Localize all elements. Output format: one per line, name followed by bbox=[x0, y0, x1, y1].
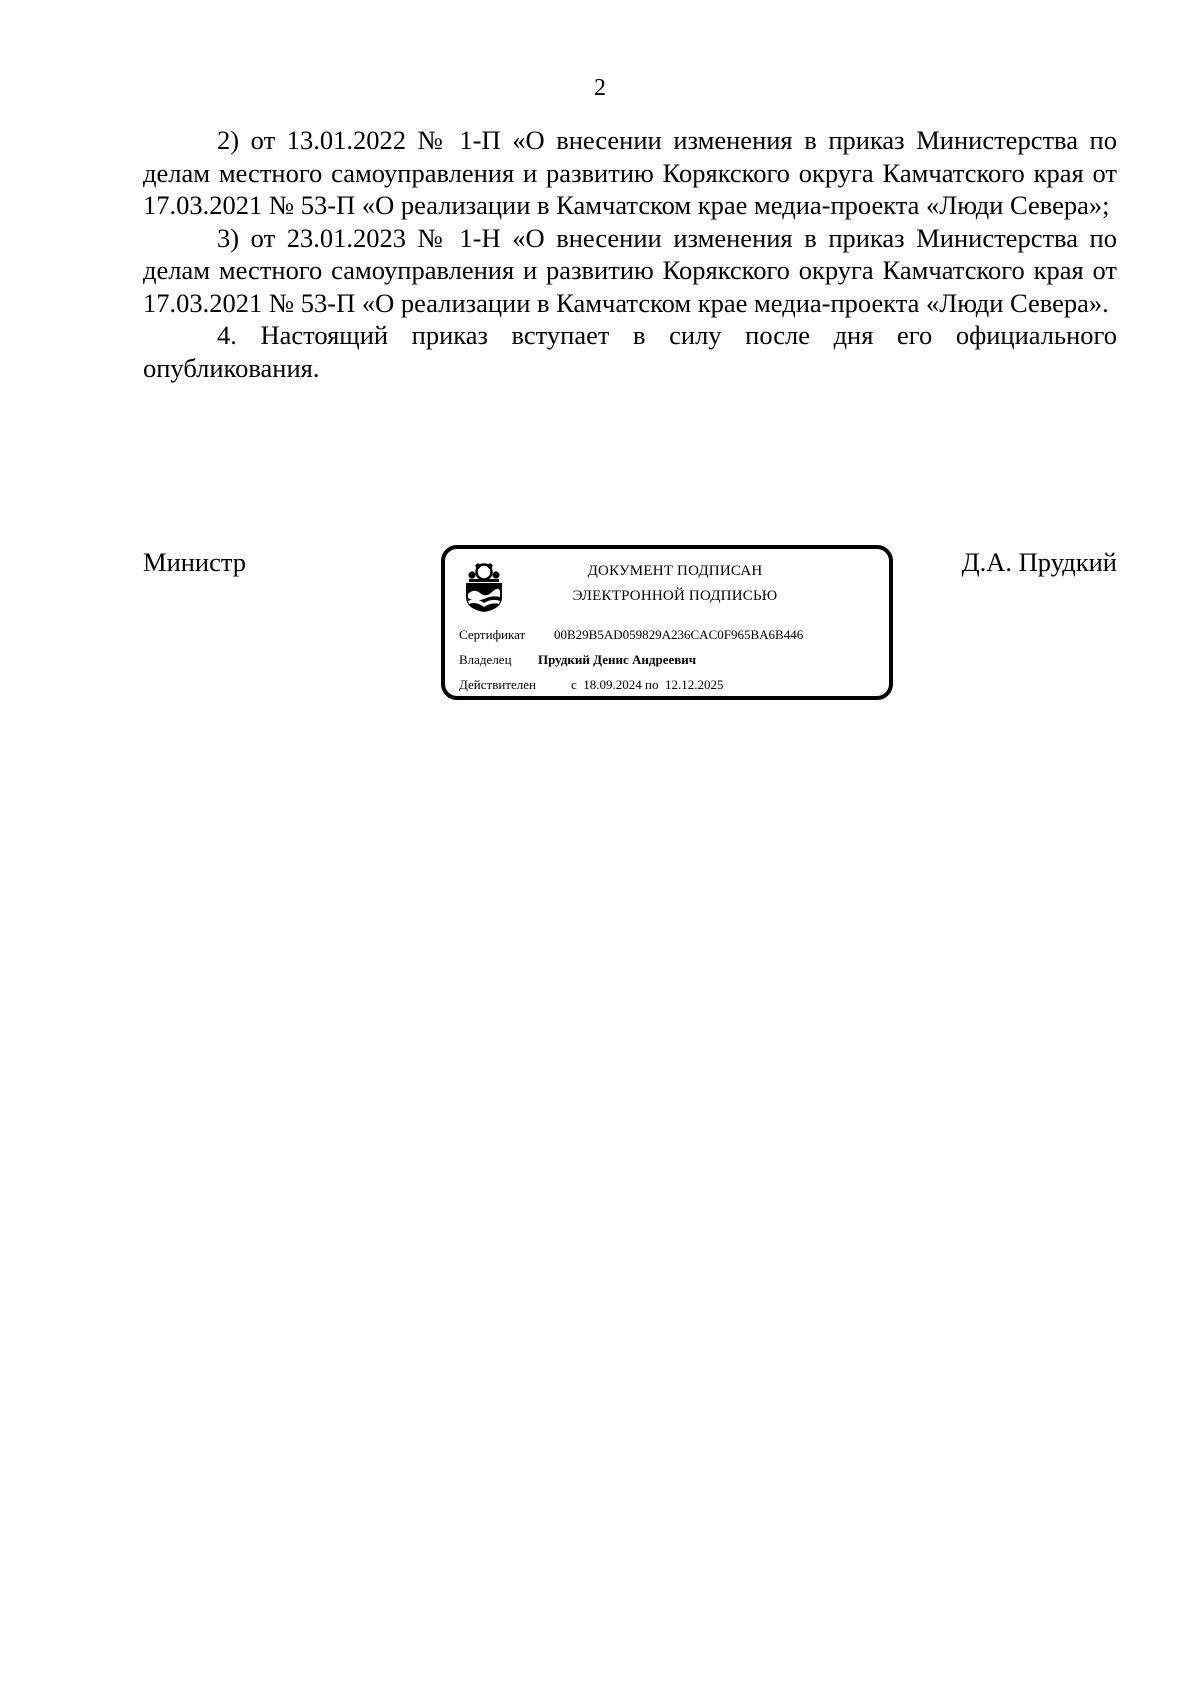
signatory-name: Д.А. Прудкий bbox=[961, 547, 1117, 577]
validity-row bbox=[459, 676, 723, 694]
signatory-position: Министр bbox=[143, 547, 247, 577]
document-body bbox=[143, 124, 1117, 384]
paragraph-point-4: 4. Настоящий приказ вступает в силу после дня его официального опубликования. bbox=[143, 320, 1117, 383]
certificate-value: 00B29B5AD059829A236CAC0F965BA6B446 bbox=[554, 627, 804, 642]
owner-value: Прудкий Денис Андреевич bbox=[538, 652, 697, 667]
validity-label: Действителен bbox=[459, 677, 536, 692]
stamp-heading bbox=[525, 559, 825, 609]
validity-value: с 18.09.2024 по 12.12.2025 bbox=[571, 677, 724, 692]
paragraph-item-3: 3) от 23.01.2023 № 1-Н «О внесении изменения в приказ Министерства по делам местного самоуправления и развитию Корякского округа Камчатского края от 17.03.2021 № 53-П «О реализации в Камчатском крае медиа-проекта «Люди Севера». bbox=[143, 222, 1117, 318]
owner-label: Владелец bbox=[459, 652, 512, 667]
paragraph-item-2: 2) от 13.01.2022 № 1-П «О внесении изменения в приказ Министерства по делам местного самоуправления и развитию Корякского округа Камчатского края от 17.03.2021 № 53-П «О реализации в Камчатском крае медиа-проекта «Люди Севера»; bbox=[143, 125, 1117, 220]
kamchatka-emblem-icon bbox=[462, 561, 506, 613]
page-number: 2 bbox=[594, 75, 606, 101]
stamp-heading-line1: ДОКУМЕНТ ПОДПИСАН bbox=[587, 563, 763, 579]
owner-row bbox=[459, 651, 696, 669]
electronic-signature-stamp bbox=[441, 545, 893, 700]
certificate-label: Сертификат bbox=[459, 627, 526, 642]
certificate-row bbox=[459, 626, 803, 644]
stamp-heading-line2: ЭЛЕКТРОННОЙ ПОДПИСЬЮ bbox=[572, 588, 778, 604]
